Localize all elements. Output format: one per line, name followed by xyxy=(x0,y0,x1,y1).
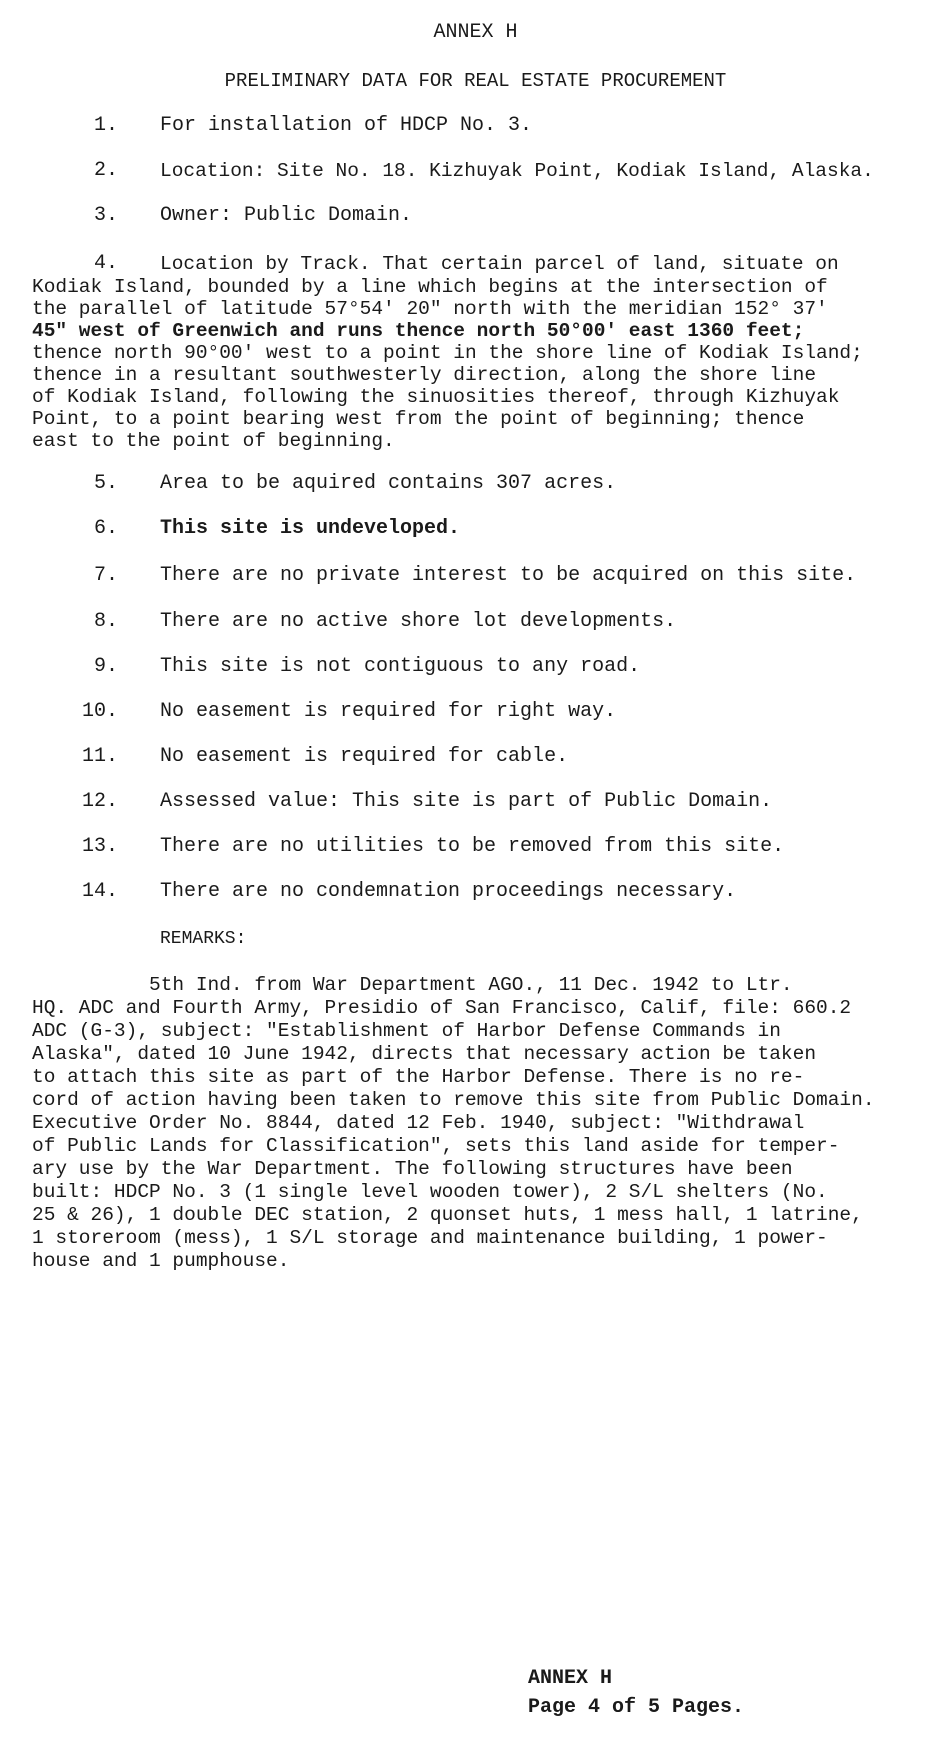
item-number: 7. xyxy=(93,564,118,587)
item-number: 6. xyxy=(93,517,118,540)
remarks-line: ary use by the War Department. The following structures have been xyxy=(32,1158,793,1180)
document-subtitle: PRELIMINARY DATA FOR REAL ESTATE PROCUREMENT xyxy=(224,70,727,92)
remarks-line: HQ. ADC and Fourth Army, Presidio of San Francisco, Calif, file: 660.2 xyxy=(32,997,852,1019)
paragraph-line: Point, to a point bearing west from the point of beginning; thence xyxy=(32,408,805,430)
paragraph-line: thence north 90°00' west to a point in the shore line of Kodiak Island; xyxy=(32,342,863,364)
paragraph-line: 45" west of Greenwich and runs thence north 50°00' east 1360 feet; xyxy=(32,320,805,342)
remarks-line: ADC (G-3), subject: "Establishment of Harbor Defense Commands in xyxy=(32,1020,781,1042)
item-number: 11. xyxy=(81,745,118,768)
item-number: 9. xyxy=(93,655,118,678)
item-text: There are no private interest to be acquired on this site. xyxy=(160,564,857,587)
remarks-heading: REMARKS: xyxy=(160,929,247,949)
item-text: No easement is required for cable. xyxy=(160,745,569,768)
footer-annex: ANNEX H xyxy=(528,1667,613,1690)
item-text: Assessed value: This site is part of Public Domain. xyxy=(160,790,773,813)
item-text: For installation of HDCP No. 3. xyxy=(160,114,533,137)
remarks-line: 25 & 26), 1 double DEC station, 2 quonset huts, 1 mess hall, 1 latrine, xyxy=(32,1204,863,1226)
item-text: Owner: Public Domain. xyxy=(160,204,413,227)
item-number: 12. xyxy=(81,790,118,813)
item-number: 4. xyxy=(93,252,118,275)
item-number: 10. xyxy=(81,700,118,723)
item-text: There are no condemnation proceedings necessary. xyxy=(160,880,737,903)
item-text: This site is not contiguous to any road. xyxy=(160,655,641,678)
remarks-line: to attach this site as part of the Harbor Defense. There is no re- xyxy=(32,1066,805,1088)
remarks-line: built: HDCP No. 3 (1 single level wooden tower), 2 S/L shelters (No. xyxy=(32,1181,828,1203)
paragraph-line: thence in a resultant southwesterly direction, along the shore line xyxy=(32,364,817,386)
remarks-line: Executive Order No. 8844, dated 12 Feb. 1940, subject: "Withdrawal xyxy=(32,1112,805,1134)
paragraph-line: east to the point of beginning. xyxy=(32,430,395,452)
item-number: 5. xyxy=(93,472,118,495)
paragraph-line: Location by Track. That certain parcel of land, situate on xyxy=(160,253,839,275)
footer-page-number: Page 4 of 5 Pages. xyxy=(528,1696,745,1719)
item-number: 1. xyxy=(93,114,118,137)
item-number: 13. xyxy=(81,835,118,858)
item-number: 2. xyxy=(93,159,118,182)
remarks-line: 1 storeroom (mess), 1 S/L storage and maintenance building, 1 power- xyxy=(32,1227,828,1249)
remarks-line: cord of action having been taken to remove this site from Public Domain. xyxy=(32,1089,875,1111)
remarks-line: of Public Lands for Classification", sets this land aside for temper- xyxy=(32,1135,840,1157)
item-text: No easement is required for right way. xyxy=(160,700,617,723)
item-text: Area to be aquired contains 307 acres. xyxy=(160,472,617,495)
item-text: There are no active shore lot developments. xyxy=(160,610,677,633)
remarks-line: Alaska", dated 10 June 1942, directs that necessary action be taken xyxy=(32,1043,817,1065)
annex-title: ANNEX H xyxy=(433,21,518,44)
paragraph-line: Kodiak Island, bounded by a line which begins at the intersection of xyxy=(32,276,828,298)
remarks-line: house and 1 pumphouse. xyxy=(32,1250,290,1272)
item-number: 3. xyxy=(93,204,118,227)
item-text: There are no utilities to be removed from this site. xyxy=(160,835,785,858)
item-text: This site is undeveloped. xyxy=(160,517,461,540)
item-text: Location: Site No. 18. Kizhuyak Point, Kodiak Island, Alaska. xyxy=(160,160,874,182)
item-number: 8. xyxy=(93,610,118,633)
item-number: 14. xyxy=(81,880,118,903)
remarks-line: 5th Ind. from War Department AGO., 11 Dec. 1942 to Ltr. xyxy=(32,974,793,996)
paragraph-line: the parallel of latitude 57°54' 20" north with the meridian 152° 37' xyxy=(32,298,828,320)
paragraph-line: of Kodiak Island, following the sinuosities thereof, through Kizhuyak xyxy=(32,386,840,408)
